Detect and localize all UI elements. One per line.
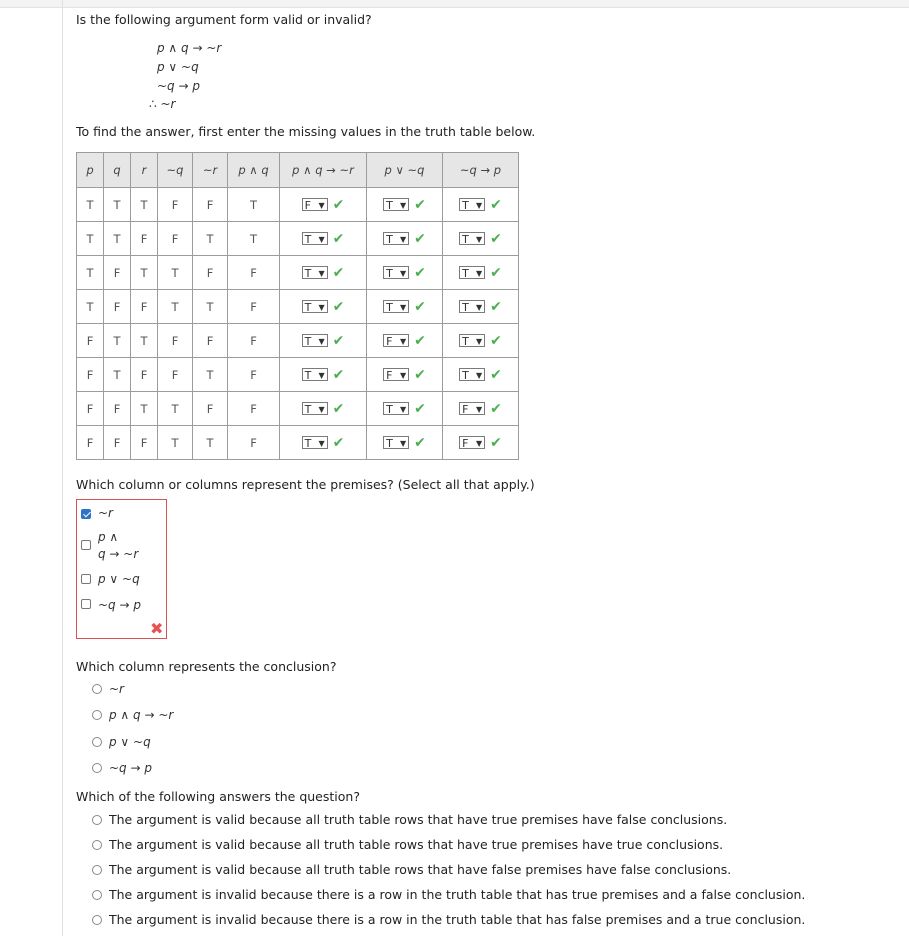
table-row bbox=[77, 392, 519, 426]
radio-answer-3[interactable] bbox=[92, 865, 102, 875]
truth-value-dropdown[interactable] bbox=[459, 436, 485, 449]
radio-p-or-not-q[interactable] bbox=[92, 737, 102, 747]
radio-not-r[interactable] bbox=[92, 684, 102, 694]
truth-value-dropdown[interactable] bbox=[459, 232, 485, 245]
checkmark-icon: ✔ bbox=[414, 230, 426, 247]
table-cell-c1 bbox=[280, 358, 367, 392]
table-cell-c2 bbox=[367, 222, 443, 256]
chevron-down-icon: ▼ bbox=[318, 405, 325, 414]
truth-value-dropdown[interactable] bbox=[302, 436, 328, 449]
header-not-q: ~q bbox=[158, 153, 193, 188]
truth-value-dropdown[interactable] bbox=[459, 198, 485, 211]
table-cell-c2 bbox=[367, 358, 443, 392]
top-bar bbox=[0, 0, 909, 8]
checkmark-icon: ✔ bbox=[490, 366, 502, 383]
dropdown-value: F bbox=[462, 437, 469, 450]
table-cell-nr: F bbox=[193, 324, 228, 358]
option-label: ~r bbox=[109, 682, 124, 696]
truth-value-dropdown[interactable] bbox=[302, 368, 328, 381]
chevron-down-icon: ▼ bbox=[475, 439, 483, 448]
checkbox-p-and-q-implies-not-r[interactable] bbox=[81, 540, 91, 550]
dropdown-value: T bbox=[386, 437, 393, 450]
table-cell-r: T bbox=[131, 256, 158, 290]
table-cell-pq: T bbox=[228, 188, 280, 222]
table-cell-pq: F bbox=[228, 324, 280, 358]
chevron-down-icon: ▼ bbox=[318, 201, 325, 210]
table-cell-c1 bbox=[280, 426, 367, 460]
chevron-down-icon: ▼ bbox=[475, 269, 483, 278]
table-cell-r: F bbox=[131, 426, 158, 460]
dropdown-value: T bbox=[304, 301, 312, 314]
table-cell-q: T bbox=[104, 358, 131, 392]
option-label: ~q → p bbox=[109, 761, 152, 775]
table-cell-nr: T bbox=[193, 222, 228, 256]
checkmark-icon: ✔ bbox=[490, 434, 502, 451]
table-cell-nr: T bbox=[193, 426, 228, 460]
conclusion-question: Which column represents the conclusion? bbox=[76, 659, 337, 674]
left-divider bbox=[62, 0, 63, 936]
table-cell-q: F bbox=[104, 392, 131, 426]
table-cell-nq: T bbox=[158, 392, 193, 426]
chevron-down-icon: ▼ bbox=[399, 303, 407, 312]
table-cell-c2 bbox=[367, 188, 443, 222]
chevron-down-icon: ▼ bbox=[399, 269, 407, 278]
checkbox-not-q-implies-p[interactable] bbox=[81, 599, 91, 609]
checkmark-icon: ✔ bbox=[414, 366, 426, 383]
truth-value-dropdown[interactable] bbox=[383, 300, 409, 313]
table-cell-nr: T bbox=[193, 358, 228, 392]
header-not-r: ~r bbox=[193, 153, 228, 188]
chevron-down-icon: ▼ bbox=[318, 371, 325, 380]
header-p-and-q: p ∧ q bbox=[228, 153, 280, 188]
premises-options-box bbox=[76, 499, 167, 639]
table-cell-nq: T bbox=[158, 426, 193, 460]
table-cell-pq: T bbox=[228, 222, 280, 256]
radio-answer-2[interactable] bbox=[92, 840, 102, 850]
checkmark-icon: ✔ bbox=[332, 298, 345, 315]
chevron-down-icon: ▼ bbox=[318, 269, 325, 278]
dropdown-value: T bbox=[462, 199, 469, 212]
x-mark-icon: ✖ bbox=[150, 619, 164, 638]
table-cell-p: F bbox=[77, 426, 104, 460]
checkmark-icon: ✔ bbox=[332, 434, 345, 451]
chevron-down-icon: ▼ bbox=[318, 235, 325, 244]
checkmark-icon: ✔ bbox=[490, 332, 502, 349]
table-cell-r: T bbox=[131, 188, 158, 222]
table-cell-c1 bbox=[280, 256, 367, 290]
table-cell-c3 bbox=[443, 358, 519, 392]
answer-option-3: The argument is valid because all truth table rows that have false premises have false conclusions. bbox=[109, 862, 732, 877]
dropdown-value: T bbox=[386, 199, 393, 212]
truth-value-dropdown[interactable] bbox=[459, 402, 485, 415]
table-cell-c1 bbox=[280, 222, 367, 256]
chevron-down-icon: ▼ bbox=[318, 337, 325, 346]
checkmark-icon: ✔ bbox=[332, 366, 345, 383]
table-cell-c1 bbox=[280, 392, 367, 426]
table-cell-c2 bbox=[367, 324, 443, 358]
table-cell-p: F bbox=[77, 324, 104, 358]
table-cell-q: F bbox=[104, 256, 131, 290]
truth-value-dropdown[interactable] bbox=[383, 198, 409, 211]
table-cell-pq: F bbox=[228, 392, 280, 426]
table-cell-c3 bbox=[443, 256, 519, 290]
header-p: p bbox=[77, 153, 104, 188]
dropdown-value: T bbox=[304, 267, 312, 280]
table-row bbox=[77, 256, 519, 290]
truth-value-dropdown[interactable] bbox=[302, 300, 328, 313]
premise-2: p ∨ ~q bbox=[157, 60, 199, 74]
answer-option-4: The argument is invalid because there is a row in the truth table that has true premises and a false conclusion. bbox=[109, 887, 806, 902]
premise-3: ~q → p bbox=[157, 79, 200, 93]
radio-answer-5[interactable] bbox=[92, 915, 102, 925]
truth-value-dropdown[interactable] bbox=[383, 232, 409, 245]
dropdown-value: T bbox=[386, 267, 393, 280]
table-cell-pq: F bbox=[228, 358, 280, 392]
option-label: q → ~r bbox=[98, 547, 139, 561]
dropdown-value: T bbox=[386, 403, 393, 416]
checkmark-icon: ✔ bbox=[332, 230, 345, 247]
table-cell-nq: F bbox=[158, 358, 193, 392]
table-cell-nq: F bbox=[158, 188, 193, 222]
header-q: q bbox=[104, 153, 131, 188]
truth-table bbox=[76, 152, 519, 460]
answer-option-1: The argument is valid because all truth table rows that have true premises have false conclusions. bbox=[109, 812, 728, 827]
table-cell-q: F bbox=[104, 290, 131, 324]
table-cell-nr: F bbox=[193, 188, 228, 222]
chevron-down-icon: ▼ bbox=[475, 201, 483, 210]
header-r: r bbox=[131, 153, 158, 188]
table-cell-pq: F bbox=[228, 426, 280, 460]
radio-answer-1[interactable] bbox=[92, 815, 102, 825]
checkmark-icon: ✔ bbox=[414, 434, 426, 451]
chevron-down-icon: ▼ bbox=[475, 303, 483, 312]
dropdown-value: T bbox=[304, 233, 312, 246]
answer-question: Which of the following answers the question? bbox=[76, 789, 360, 804]
table-cell-q: T bbox=[104, 188, 131, 222]
table-cell-nr: F bbox=[193, 392, 228, 426]
radio-answer-4[interactable] bbox=[92, 890, 102, 900]
checkmark-icon: ✔ bbox=[414, 196, 426, 213]
dropdown-value: T bbox=[462, 301, 469, 314]
table-cell-r: F bbox=[131, 222, 158, 256]
truth-value-dropdown[interactable] bbox=[459, 300, 485, 313]
checkmark-icon: ✔ bbox=[414, 264, 426, 281]
checkbox-not-r[interactable] bbox=[81, 509, 91, 519]
chevron-down-icon: ▼ bbox=[399, 405, 407, 414]
chevron-down-icon: ▼ bbox=[475, 405, 483, 414]
truth-value-dropdown[interactable] bbox=[459, 334, 485, 347]
premises-question: Which column or columns represent the premises? (Select all that apply.) bbox=[76, 477, 535, 492]
table-cell-nr: T bbox=[193, 290, 228, 324]
table-row bbox=[77, 358, 519, 392]
table-cell-c3 bbox=[443, 222, 519, 256]
checkmark-icon: ✔ bbox=[332, 400, 345, 417]
conclusion: ∴ ~r bbox=[149, 97, 176, 111]
table-cell-c2 bbox=[367, 290, 443, 324]
chevron-down-icon: ▼ bbox=[318, 439, 325, 448]
table-cell-c1 bbox=[280, 188, 367, 222]
truth-value-dropdown[interactable] bbox=[302, 402, 328, 415]
premise-1: p ∧ q → ~r bbox=[157, 41, 222, 55]
table-cell-nr: F bbox=[193, 256, 228, 290]
chevron-down-icon: ▼ bbox=[475, 337, 483, 346]
answer-option-2: The argument is valid because all truth table rows that have true premises have true conclusions. bbox=[109, 837, 724, 852]
checkmark-icon: ✔ bbox=[490, 196, 502, 213]
dropdown-value: T bbox=[462, 267, 469, 280]
table-row bbox=[77, 222, 519, 256]
dropdown-value: T bbox=[304, 403, 312, 416]
truth-value-dropdown[interactable] bbox=[459, 266, 485, 279]
checkmark-icon: ✔ bbox=[332, 264, 345, 281]
table-cell-c3 bbox=[443, 188, 519, 222]
table-cell-q: F bbox=[104, 426, 131, 460]
table-cell-r: T bbox=[131, 324, 158, 358]
truth-value-dropdown[interactable] bbox=[383, 368, 409, 381]
dropdown-value: T bbox=[462, 369, 469, 382]
table-cell-p: T bbox=[77, 222, 104, 256]
chevron-down-icon: ▼ bbox=[399, 337, 407, 346]
table-cell-pq: F bbox=[228, 290, 280, 324]
header-not-q-implies-p: ~q → p bbox=[443, 153, 519, 188]
question-prompt: Is the following argument form valid or invalid? bbox=[76, 12, 372, 27]
chevron-down-icon: ▼ bbox=[318, 303, 325, 312]
chevron-down-icon: ▼ bbox=[475, 371, 483, 380]
table-cell-r: F bbox=[131, 290, 158, 324]
table-cell-q: T bbox=[104, 324, 131, 358]
table-row bbox=[77, 426, 519, 460]
chevron-down-icon: ▼ bbox=[399, 439, 407, 448]
table-row bbox=[77, 290, 519, 324]
chevron-down-icon: ▼ bbox=[399, 235, 407, 244]
checkmark-icon: ✔ bbox=[490, 230, 502, 247]
checkmark-icon: ✔ bbox=[414, 298, 426, 315]
truth-value-dropdown[interactable] bbox=[302, 266, 328, 279]
table-cell-c2 bbox=[367, 426, 443, 460]
checkmark-icon: ✔ bbox=[490, 298, 502, 315]
dropdown-value: F bbox=[462, 403, 469, 416]
table-cell-p: F bbox=[77, 392, 104, 426]
checkmark-icon: ✔ bbox=[414, 332, 426, 349]
table-cell-r: T bbox=[131, 392, 158, 426]
radio-not-q-implies-p[interactable] bbox=[92, 763, 102, 773]
chevron-down-icon: ▼ bbox=[399, 201, 407, 210]
table-cell-q: T bbox=[104, 222, 131, 256]
truth-value-dropdown[interactable] bbox=[383, 334, 409, 347]
table-cell-nq: F bbox=[158, 324, 193, 358]
truth-value-dropdown[interactable] bbox=[302, 232, 328, 245]
option-label: ~q → p bbox=[98, 598, 141, 612]
table-cell-c2 bbox=[367, 256, 443, 290]
table-cell-p: T bbox=[77, 256, 104, 290]
header-p-and-q-implies-not-r: p ∧ q → ~r bbox=[280, 153, 367, 188]
answer-option-5: The argument is invalid because there is a row in the truth table that has false premises and a true conclusion. bbox=[109, 912, 806, 927]
table-cell-r: F bbox=[131, 358, 158, 392]
checkmark-icon: ✔ bbox=[332, 332, 345, 349]
table-cell-pq: F bbox=[228, 256, 280, 290]
dropdown-value: T bbox=[304, 369, 312, 382]
dropdown-value: T bbox=[304, 335, 312, 348]
checkmark-icon: ✔ bbox=[490, 264, 502, 281]
checkbox-p-or-not-q[interactable] bbox=[81, 574, 91, 584]
table-row bbox=[77, 324, 519, 358]
truth-value-dropdown[interactable] bbox=[383, 266, 409, 279]
dropdown-value: T bbox=[386, 233, 393, 246]
truth-value-dropdown[interactable] bbox=[383, 402, 409, 415]
dropdown-value: T bbox=[304, 437, 312, 450]
table-cell-c1 bbox=[280, 290, 367, 324]
option-label: p ∨ ~q bbox=[98, 572, 140, 586]
dropdown-value: F bbox=[386, 369, 393, 382]
truth-value-dropdown[interactable] bbox=[383, 436, 409, 449]
chevron-down-icon: ▼ bbox=[475, 235, 483, 244]
truth-value-dropdown[interactable] bbox=[302, 334, 328, 347]
table-cell-p: T bbox=[77, 188, 104, 222]
table-cell-nq: T bbox=[158, 290, 193, 324]
checkmark-icon: ✔ bbox=[414, 400, 426, 417]
option-label: p ∧ q → ~r bbox=[109, 708, 174, 722]
radio-p-and-q-implies-not-r[interactable] bbox=[92, 710, 102, 720]
option-label: p ∧ bbox=[98, 530, 119, 544]
table-row bbox=[77, 188, 519, 222]
dropdown-value: T bbox=[462, 233, 469, 246]
dropdown-value: F bbox=[304, 199, 311, 212]
table-cell-c1 bbox=[280, 324, 367, 358]
header-p-or-not-q: p ∨ ~q bbox=[367, 153, 443, 188]
checkmark-icon: ✔ bbox=[490, 400, 502, 417]
dropdown-value: T bbox=[386, 301, 393, 314]
dropdown-value: T bbox=[462, 335, 469, 348]
table-cell-nq: F bbox=[158, 222, 193, 256]
table-header-row bbox=[77, 153, 519, 188]
table-cell-p: F bbox=[77, 358, 104, 392]
instruction-text: To find the answer, first enter the missing values in the truth table below. bbox=[76, 124, 536, 139]
truth-value-dropdown[interactable] bbox=[302, 198, 328, 211]
chevron-down-icon: ▼ bbox=[399, 371, 407, 380]
table-cell-c3 bbox=[443, 324, 519, 358]
checkmark-icon: ✔ bbox=[332, 196, 345, 213]
table-cell-p: T bbox=[77, 290, 104, 324]
table-cell-c3 bbox=[443, 392, 519, 426]
truth-value-dropdown[interactable] bbox=[459, 368, 485, 381]
dropdown-value: F bbox=[386, 335, 393, 348]
table-cell-c2 bbox=[367, 392, 443, 426]
table-cell-c3 bbox=[443, 290, 519, 324]
table-cell-c3 bbox=[443, 426, 519, 460]
option-label: p ∨ ~q bbox=[109, 735, 151, 749]
option-label: ~r bbox=[98, 506, 113, 520]
table-cell-nq: T bbox=[158, 256, 193, 290]
